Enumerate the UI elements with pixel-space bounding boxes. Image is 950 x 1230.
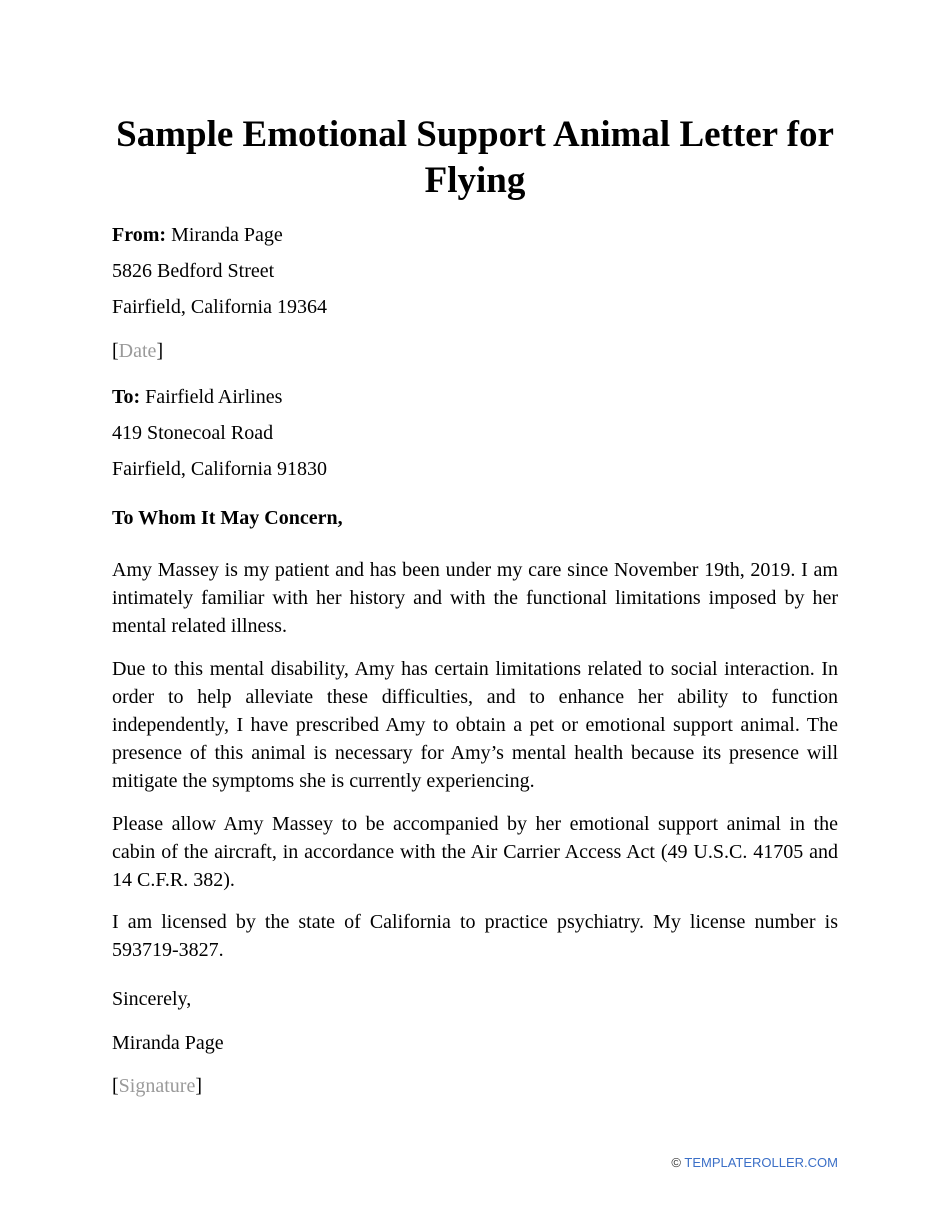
date-placeholder: Date: [118, 340, 157, 362]
to-label: To:: [112, 386, 141, 408]
date-field[interactable]: [Date]: [112, 340, 164, 362]
to-line: [112, 385, 282, 409]
signature-placeholder: Signature: [118, 1075, 196, 1097]
from-line: [112, 223, 283, 247]
salutation: To Whom It May Concern,: [112, 507, 343, 529]
document-title: Sample Emotional Support Animal Letter for Flying: [116, 114, 834, 201]
from-city: Fairfield, California 19364: [112, 296, 327, 318]
closing: Sincerely,: [112, 988, 192, 1010]
from-name: Miranda Page: [171, 224, 283, 246]
body-paragraph-2: Due to this mental disability, Amy has certain limitations related to social interaction. In order to help alleviate these difficulties, and to enhance her ability to function independently, I have prescribed Amy to obtain a pet or emotional support animal. The presence of this animal is necessary for Amy’s mental health because its presence will mitigate the symptoms she is currently experiencing.: [112, 658, 838, 792]
body-paragraph-1: Amy Massey is my patient and has been under my care since November 19th, 2019. I am intimately familiar with her history and with the functional limitations imposed by her mental related illness.: [112, 559, 838, 637]
copyright-symbol: ©: [671, 1155, 681, 1170]
to-name: Fairfield Airlines: [145, 386, 283, 408]
from-street: 5826 Bedford Street: [112, 260, 275, 282]
to-city: Fairfield, California 91830: [112, 458, 327, 480]
footer-credit: [671, 1155, 838, 1170]
body-paragraph-3: Please allow Amy Massey to be accompanied by her emotional support animal in the cabin of the aircraft, in accordance with the Air Carrier Access Act (49 U.S.C. 41705 and 14 C.F.R. 382).: [112, 813, 838, 891]
to-street: 419 Stonecoal Road: [112, 422, 274, 444]
signer-name: Miranda Page: [112, 1032, 224, 1054]
body-paragraph-4: I am licensed by the state of California to practice psychiatry. My license number is 593719-3827.: [112, 911, 838, 961]
from-label: From:: [112, 224, 167, 246]
templateroller-link[interactable]: TEMPLATEROLLER.COM: [684, 1155, 838, 1170]
signature-field[interactable]: [Signature]: [112, 1075, 202, 1097]
